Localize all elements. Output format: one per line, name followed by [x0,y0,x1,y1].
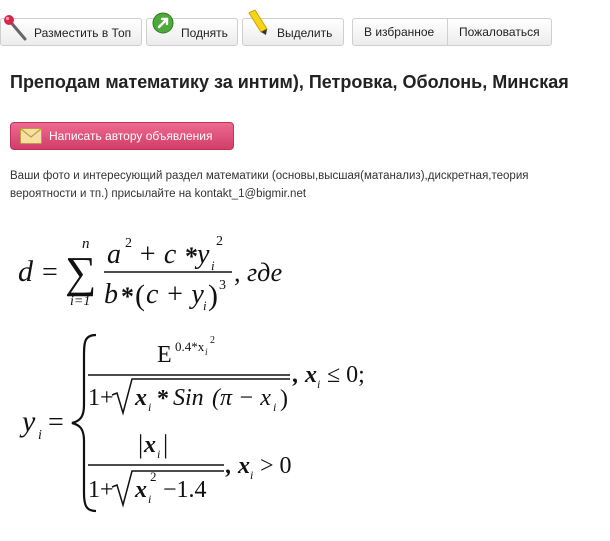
case2-cond-sub: i [250,468,254,482]
group-divider [447,19,448,45]
eq-sign: = [42,257,58,288]
case1-pi-sub: i [273,400,277,414]
sum-lower: i=1 [70,294,91,309]
case1-cond-x: , x [293,362,317,388]
case2-x: x [144,432,156,458]
highlight-button[interactable] [242,18,344,46]
num-y: y [197,239,210,270]
case1-cond: ≤ 0; [327,362,365,388]
write-author-label: Написать автору объявления [49,129,213,143]
num-a: a [107,239,121,270]
case2-abs-open: | [138,430,144,459]
den-b: b [104,279,118,310]
raise-arrow-icon [151,11,175,35]
den-star: * [121,282,134,311]
case2-minus-const: −1.4 [163,477,207,503]
y-symbol: y [22,405,36,438]
den-rpar: ) [208,279,218,312]
case2-cond-x: , x [226,453,250,479]
d-formula [18,234,282,313]
math-formula-image [0,225,610,525]
action-toolbar [0,18,610,48]
write-author-button[interactable] [10,122,234,150]
case2-x-root: x [135,477,147,503]
case2-x-sub: i [157,447,161,461]
y-sub: i [38,428,42,443]
case1-e: E [157,342,172,368]
pin-icon [3,13,29,41]
case1-exp: 0.4*x [175,339,205,354]
case2-cond: > 0 [260,453,292,479]
gde-text: , где [234,258,283,287]
raise-label: Поднять [181,26,228,40]
raise-button[interactable] [146,18,238,46]
complain-button[interactable]: Пожаловаться [459,25,540,39]
num-a-exp: 2 [125,236,132,251]
y-formula [19,335,365,511]
den-exp: 3 [219,278,226,293]
den-lpar: ( [135,279,145,312]
case1-exp-sub: i [205,347,208,357]
case1-pi-minus: (π − x [212,385,271,411]
num-plus-c: + c [138,239,177,270]
sigma-symbol: ∑ [65,248,97,297]
case1-x: x [135,385,147,411]
case1-cond-sub: i [317,377,321,391]
case1-one-plus: 1+ [88,385,114,411]
post-top-label: Разместить в Топ [34,26,132,40]
highlight-label: Выделить [277,26,333,40]
case2-x-root-sub: i [148,492,152,506]
case1-star: * [157,386,169,412]
num-y-sub: i [211,258,215,273]
post-top-button[interactable] [0,18,142,46]
den-c-plus-y: c + y [146,279,204,310]
case1-x-sub: i [148,400,152,414]
favorite-complain-group [352,18,552,46]
sum-upper: n [82,236,90,252]
d-symbol: d [18,255,33,288]
case1-sin: Sin [173,385,204,411]
den-y-sub: i [203,298,207,313]
case2-x-root-sq: 2 [150,469,157,484]
envelope-icon [20,128,42,144]
num-star: * [185,242,198,271]
num-y-exp: 2 [216,234,223,249]
highlighter-icon [245,9,273,39]
y-eq-sign: = [48,407,64,438]
case1-rpar: ) [280,386,288,412]
case2-one-plus: 1+ [88,477,114,503]
ad-title: Преподам математику за интим), Петровка, Оболонь, Минская [10,72,569,92]
ad-description: Ваши фото и интересующий раздел математики (основы,высшая(матанализ),дискретная,теория вероятности и тп.) присылайте на kontakt_1@bigmir.net [10,170,529,200]
case1-exp-sq: 2 [210,335,215,346]
add-to-favorites-button[interactable]: В избранное [364,25,435,39]
case2-abs-close: | [163,430,169,459]
